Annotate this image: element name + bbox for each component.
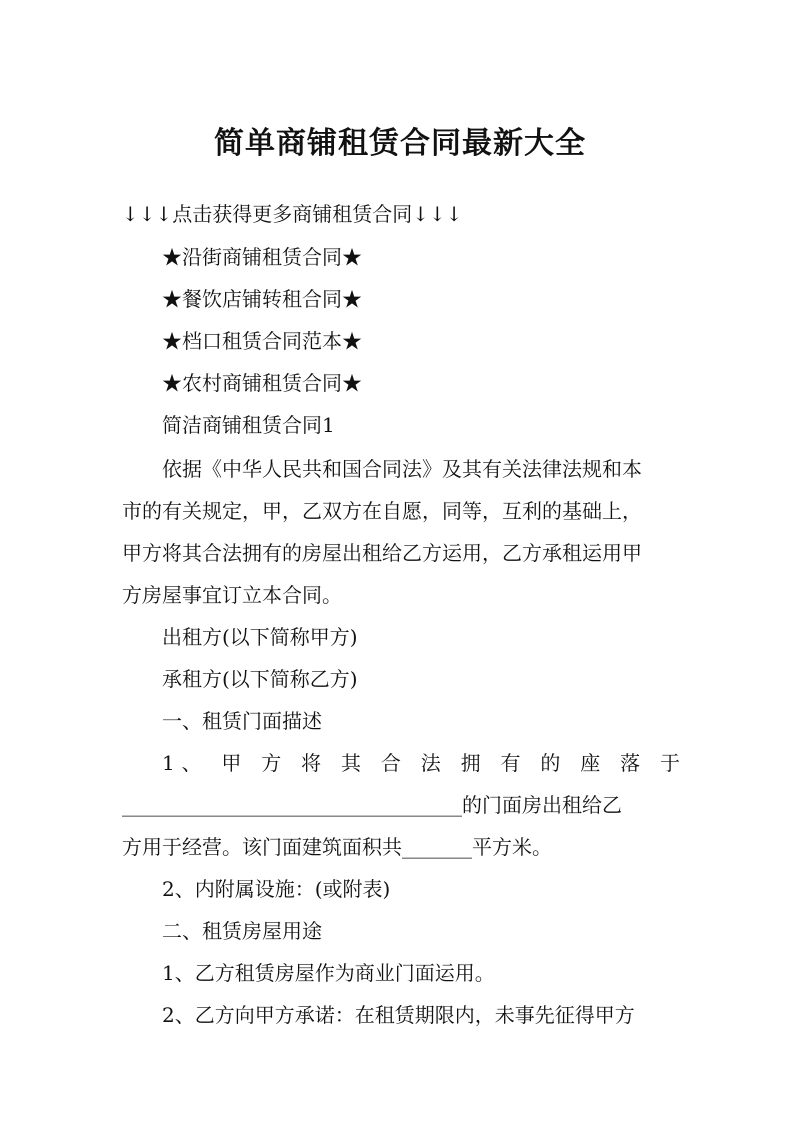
section-1-item-2: 2、内附属设施：(或附表) [162,877,391,901]
section-2-item-2: 2、乙方向甲方承诺：在租赁期限内，未事先征得甲方 [162,1003,635,1027]
section-1-item-1-line-2: __________________________________的门面房出租给乙 [122,793,622,817]
link-street-shop-contract[interactable]: ★沿街商铺租赁合同★ [162,245,362,269]
section-2-item-1: 1、乙方租赁房屋作为商业门面运用。 [162,961,495,985]
contract-title: 简洁商铺租赁合同1 [162,413,335,437]
link-restaurant-sublease-contract[interactable]: ★餐饮店铺转租合同★ [162,287,362,311]
section-2-heading: 二、租赁房屋用途 [162,919,322,943]
paragraph-1-line-1: 依据《中华人民共和国合同法》及其有关法律法规和本 [162,457,642,481]
lessee-label: 承租方(以下简称乙方) [162,667,358,691]
section-1-item-1-line-1: 1、 甲 方 将 其 合 法 拥 有 的 座 落 于 [162,751,680,775]
more-contracts-link[interactable]: ↓↓↓点击获得更多商铺租赁合同↓↓↓ [122,202,463,226]
paragraph-1-line-3: 甲方将其合法拥有的房屋出租给乙方运用，乙方承租运用甲 [122,541,642,565]
link-rural-shop-contract[interactable]: ★农村商铺租赁合同★ [162,371,362,395]
section-1-item-1-line-3: 方用于经营。该门面建筑面积共_______平方米。 [122,835,552,859]
document-title: 简单商铺租赁合同最新大全 [214,126,586,161]
link-stall-lease-template[interactable]: ★档口租赁合同范本★ [162,329,362,353]
section-1-heading: 一、租赁门面描述 [162,709,322,733]
paragraph-1-line-2: 市的有关规定，甲，乙双方在自愿，同等，互利的基础上， [122,499,642,523]
paragraph-1-line-4: 方房屋事宜订立本合同。 [122,583,342,607]
lessor-label: 出租方(以下简称甲方) [162,625,358,649]
